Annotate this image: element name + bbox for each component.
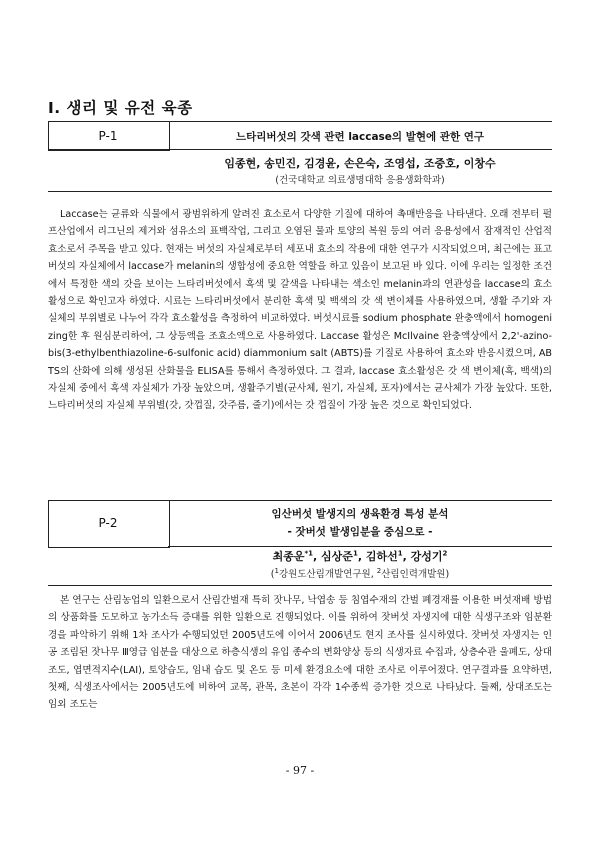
page-number: - 97 - (285, 764, 315, 777)
p1-authors: 임종현, 송민진, 김경윤, 손은숙, 조영섭, 조중호, 이창수 (224, 157, 496, 170)
p1-title: 느타리버섯의 갓색 관련 laccase의 발현에 관한 연구 (235, 131, 485, 143)
p2-id: P-2 (98, 516, 118, 530)
p2-title: 임산버섯 발생지의 생육환경 특성 분석 (271, 508, 449, 520)
p2-bottom-rule (48, 585, 552, 586)
p2-header-rule (168, 546, 552, 547)
p2-author-sup: *1 (304, 549, 314, 558)
p2-affil-sup: 2 (376, 566, 382, 575)
p2-affil-text: 산림인력개발원 (381, 569, 446, 580)
p2-author-sup: 2 (442, 549, 448, 558)
p2-author: 강성기 (410, 550, 443, 563)
p1-bottom-rule (48, 191, 552, 192)
p2-author-sup: 1 (397, 549, 403, 558)
p2-subtitle: - 잣버섯 발생임분을 중심으로 - (287, 526, 433, 538)
p1-abstract (48, 206, 552, 415)
p2-author: 심상준 (321, 550, 353, 563)
p1-affiliation: (건국대학교 의료생명대학 응용생화학과) (275, 175, 445, 186)
p2-affiliation: ($^1$강원도산림개발연구원, $^2$산림인력개발원) (270, 566, 450, 580)
p1-id: P-1 (98, 129, 118, 143)
section-title: Ⅰ. 생리 및 유전 육종 (48, 99, 193, 117)
p2-author-sup: 1 (352, 549, 358, 558)
p2-affil-sup: 1 (274, 566, 279, 575)
p2-authors: 최종운$^{*1}$, 심상준$^1$, 김하선$^1$, 강성기$^2$ (272, 549, 448, 563)
p2-author: 최종운 (272, 550, 305, 563)
p2-author: 김하선 (365, 550, 398, 563)
p2-affil-text: 강원도산림개발연구원, (278, 569, 377, 580)
p2-abstract (48, 592, 552, 714)
p1-body-text: Laccase는 균류와 식물에서 광범위하게 알려진 효소로서 다양한 기질에 대하여 촉매반응을 나타낸다. 오래 전부터 펄프산업에서 리그닌의 제거와 섬유소의 표백작업, 그리고 오염된 물과 토양의 복원 등의 여러 응용성에서 잠재적인 산업적 효소로서 주목을 받고 있다. 현재는 버섯의 자실체로부터 세포내 효소의 작용에 대한 연구가 시작되었으며, 최근에는 표고버섯의 자실체에서 laccase가 melanin의 생합성에 중요한 역할을 하고 있음이 보고된 바 있다. 이에 우리는 일정한 조건에서 특정한 색의 갓을 보이는 느타리버섯에서 흑색 및 갈색을 나타내는 색소인 melanin과의 연관성을 laccase의 효소활성으로 확인고자 하였다. 시료는 느타리버섯에서 분리한 흑색 및 백색의 갓 색 변이체를 사용하였으며, 생활 주기와 자실체의 부위별로 나누어 각각 효소활성을 측정하여 비교하였다. 버섯시료를 sodium phosphate 완충액에서 homogenizing한 후 원심분리하여, 그 상등액을 조효소액으로 사용하였다. Laccase 활성은 McIlvaine 완충액상에서 2,2'-azino-bis(3-ethylbenthiazoline-6-sulfonic acid) diammonium salt (ABTS)를 기질로 사용하여 효소와 반응시켰으며, ABTS의 산화에 의해 생성된 산화물을 ELISA를 통해서 측정하였다. 그 결과, laccase 효소활성은 갓 색 변이체(흑, 백색)의 자실체 중에서 흑색 자실체가 가장 높았으며, 생활주기별(균사체, 원기, 자실체, 포자)에서는 균사체가 가장 높았다. 또한, 느타리버섯의 자실체 부위별(갓, 갓껍질, 갓주름, 줄기)에서는 갓 껍질이 가장 높은 것으로 확인되었다. (48, 209, 552, 412)
p1-header-rule (48, 149, 552, 150)
p2-body-text: 본 연구는 산림농업의 일환으로서 산림간벌재 특히 잣나무, 낙엽송 등 침엽수재의 간벌 폐경재를 이용한 버섯재배 방법의 상품화를 도모하고 농가소득 증대를 위한 일환으로 진행되었다. 이를 위하여 잣버섯 자생지에 대한 식생구조와 임분환경을 파악하기 위해 1차 조사가 수행되었던 2005년도에 이어서 2006년도 현지 조사를 실시하였다. 잣버섯 자생지는 인공 조림된 잣나무 Ⅲ영급 임분을 대상으로 하층식생의 유입 종수의 변화양상 등의 식생자료 수집과, 상층수관 울폐도, 상대조도, 엽면적지수(LAI), 토양습도, 임내 습도 및 온도 등 미세 환경요소에 대한 조사로 이루어졌다. 연구결과를 요약하면, 첫째, 식생조사에서는 2005년도에 비하여 교목, 관목, 초본이 각각 1수종씩 증가한 것으로 나타났다. 둘째, 상대조도는 임외 조도는 (48, 595, 552, 711)
